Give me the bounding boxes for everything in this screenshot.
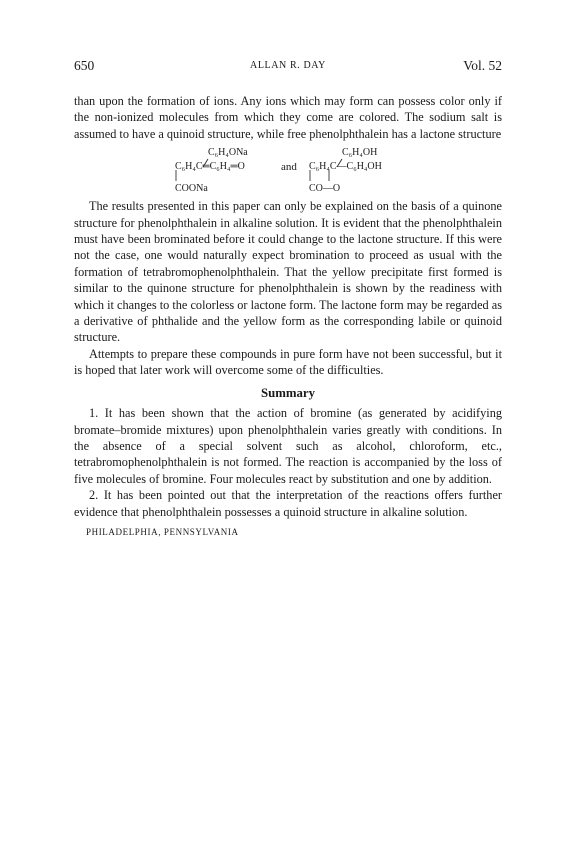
structural-formulas [74, 143, 502, 197]
paragraph-3: Attempts to prepare these compounds in pure form have not been successful, but it is hoped that later work will overcome some of the difficulties. [74, 346, 502, 378]
formula-left-top: C₆H₄ONa [208, 147, 248, 159]
summary-heading: Summary [260, 385, 316, 400]
paragraph-1: than upon the formation of ions. Any ions which may form can possess color only if the non-ionized molecules from which they come are colored. The sodium salt is assumed to have a quinoid structure, while free phenolphthalein has a lactone structure [74, 94, 502, 141]
volume-label: Vol. 52 [463, 58, 502, 73]
summary-item-1: 1. It has been shown that the action of bromine (as generated by acidifying bromate–bromide mixtures) upon phenolphthalein varies greatly with conditions. In the absence of a special solvent such as alcohol, chloroform, etc., tetrabromophenolphthalein is not formed. The reaction is accompanied by the loss of five molecules of bromine. Four molecules react by substitution and one by addition. [74, 406, 502, 486]
running-header [74, 58, 502, 76]
paragraph-2: The results presented in this paper can only be explained on the basis of a quinone structure for phenolphthalein in alkaline solution. It is evident that the phenolphthalein must have been brominated before it could change to the lactone structure. If this were not the case, one would naturally expect bromination to proceed as usual with the formation of tetrabromophenolphthalein. That the yellow precipitate first formed is similar to the quinone structure for phenolphthalein is shown by the readiness with which it changes to the colorless or lactone form. The lactone form may be regarded as a derivative of phthalide and the yellow form as the corresponding labile or quinoid structure. [74, 199, 502, 345]
formula-right-top: C₆H₄OH [342, 147, 378, 159]
page-number: 650 [74, 58, 95, 73]
summary-item-2: 2. It has been pointed out that the interpretation of the reactions offers further evidence that phenolphthalein possesses a quinoid structure in alkaline solution. [74, 488, 502, 519]
running-author: ALLAN R. DAY [250, 60, 326, 71]
formula-right-bottom: CO—O [309, 183, 341, 195]
location-signature: PHILADELPHIA, PENNSYLVANIA [86, 526, 239, 537]
formula-right-main: C₆H₄C—C₆H₄OH [309, 161, 382, 173]
formula-left-bottom: COONa [175, 183, 208, 195]
formula-left-main: C₆H₄C═C₆H₄═O [175, 161, 245, 173]
article-body [74, 93, 502, 540]
formula-and: and [281, 161, 297, 174]
